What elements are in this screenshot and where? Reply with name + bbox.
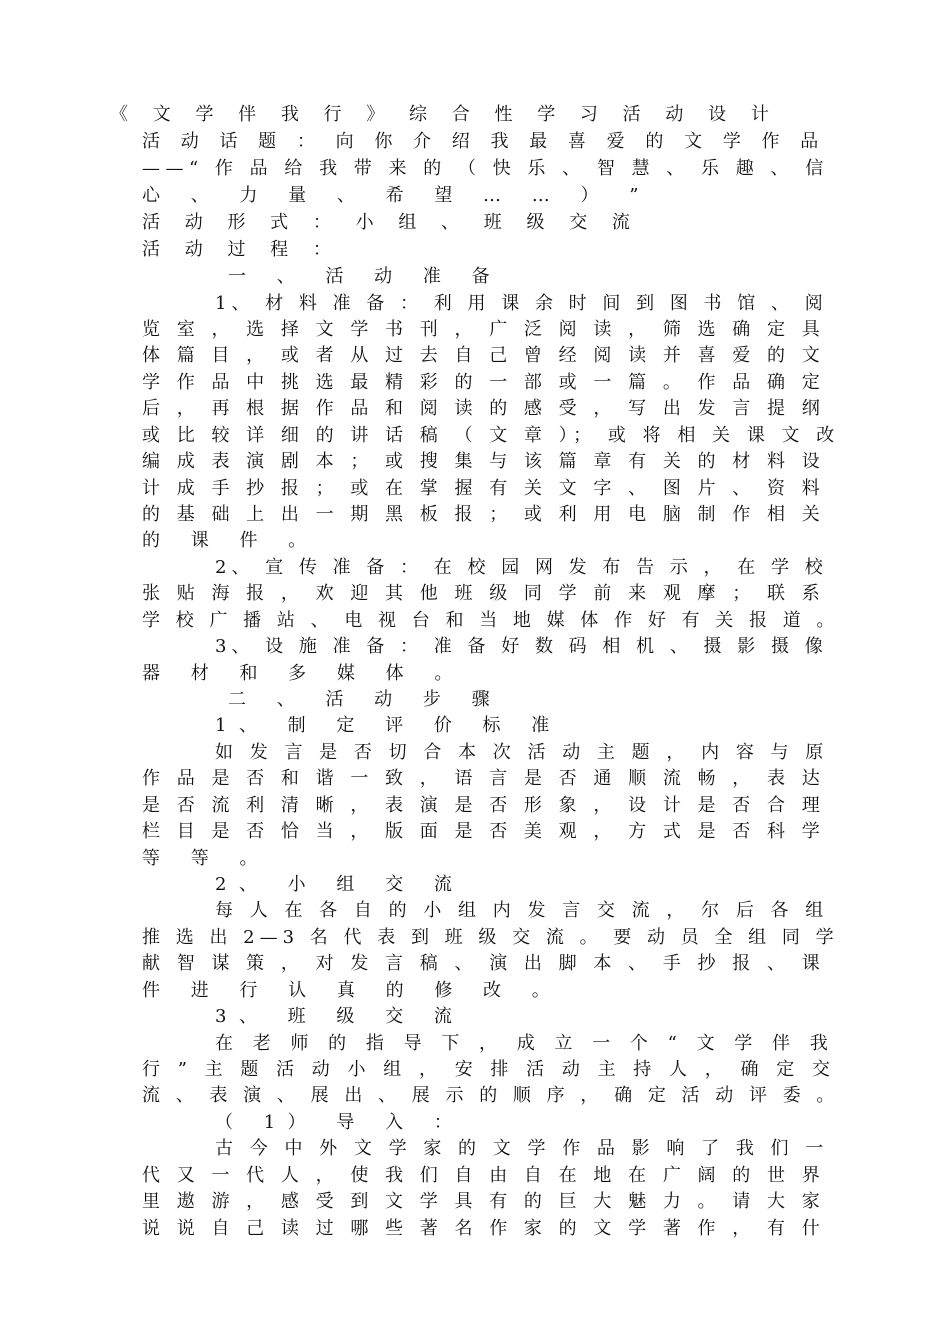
paragraph-line: 件 进 行 认 真 的 修 改 。 — [142, 980, 563, 1001]
subsection-heading: （ 1） 导 入 ： — [215, 1112, 465, 1133]
paragraph-line: 览 室 ， 选 择 文 学 书 刊 ， 广 泛 阅 读 ， 筛 选 确 定 具 — [142, 319, 826, 340]
subsection-heading: 2、 小 组 交 流 — [215, 874, 465, 895]
paragraph-line: 如 发 言 是 否 切 合 本 次 活 动 主 题 ， 内 容 与 原 — [215, 742, 829, 763]
paragraph-line: 1、 材 料 准 备 ： 利 用 课 余 时 间 到 图 书 馆 、 阅 — [215, 293, 828, 314]
paragraph-line: 流 、 表 演 、 展 出 、 展 示 的 顺 序 ， 确 定 活 动 评 委 。 — [142, 1085, 840, 1106]
paragraph-line: 行 ” 主 题 活 动 小 组 ， 安 排 活 动 主 持 人 ， 确 定 交 — [142, 1059, 836, 1080]
paragraph-line: 张 贴 海 报 ， 欢 迎 其 他 班 级 同 学 前 来 观 摩 ； 联 系 — [142, 583, 826, 604]
paragraph-line: 2、 宣 传 准 备 ： 在 校 园 网 发 布 告 示 ， 在 学 校 — [215, 557, 828, 578]
paragraph-line: 学 作 品 中 挑 选 最 精 彩 的 一 部 或 一 篇 。 作 品 确 定 — [142, 372, 826, 393]
paragraph-line: 后 ， 再 根 据 作 品 和 阅 读 的 感 受 ， 写 出 发 言 提 纲 — [142, 398, 826, 419]
activity-format: 活 动 形 式 ： 小 组 、 班 级 交 流 — [142, 212, 640, 233]
paragraph-line: 等 等 。 — [142, 848, 270, 869]
paragraph-line: 献 智 谋 策 ， 对 发 言 稿 、 演 出 脚 本 、 手 抄 报 、 课 — [142, 953, 826, 974]
section-heading: 一 、 活 动 准 备 — [228, 266, 503, 287]
paragraph-line: 3、 设 施 准 备 ： 准 备 好 数 码 相 机 、 摄 影 摄 像 — [215, 636, 828, 657]
paragraph-line: 在 老 师 的 指 导 下 ， 成 立 一 个 “ 文 学 伴 我 — [215, 1033, 835, 1054]
activity-topic-continued: ——“ 作 品 给 我 带 来 的 （ 快 乐 、 智 慧 、 乐 趣 、 信 — [142, 158, 829, 179]
subsection-heading: 1、 制 定 评 价 标 准 — [215, 715, 562, 736]
paragraph-line: 器 材 和 多 媒 体 。 — [142, 663, 465, 684]
paragraph-line: 推 选 出 2—3 名 代 表 到 班 级 交 流 。 要 动 员 全 组 同 学 — [142, 927, 839, 948]
paragraph-line: 栏 目 是 否 恰 当 ， 版 面 是 否 美 观 ， 方 式 是 否 科 学 — [142, 821, 826, 842]
paragraph-line: 每 人 在 各 自 的 小 组 内 发 言 交 流 ， 尔 后 各 组 — [215, 900, 829, 921]
paragraph-line: 或 比 较 详 细 的 讲 话 稿 （ 文 章 ）； 或 将 相 关 课 文 改 — [142, 425, 840, 446]
paragraph-line: 是 否 流 利 清 晰 ， 表 演 是 否 形 象 ， 设 计 是 否 合 理 — [142, 795, 826, 816]
subsection-heading: 3、 班 级 交 流 — [215, 1006, 465, 1027]
paragraph-line: 计 成 手 抄 报 ； 或 在 掌 握 有 关 文 字 、 图 片 、 资 料 — [142, 478, 826, 499]
paragraph-line: 的 课 件 。 — [142, 530, 319, 551]
activity-topic-continued: 心 、 力 量 、 希 望 … … ） ” — [142, 185, 651, 206]
activity-process-heading: 活 动 过 程 ： — [142, 239, 341, 260]
paragraph-line: 的 基 础 上 出 一 期 黑 板 报 ； 或 利 用 电 脑 制 作 相 关 — [142, 504, 826, 525]
paragraph-line: 代 又 一 代 人 ， 使 我 们 自 由 自 在 地 在 广 阔 的 世 界 — [142, 1165, 826, 1186]
paragraph-line: 体 篇 目 ， 或 者 从 过 去 自 己 曾 经 阅 读 并 喜 爱 的 文 — [142, 345, 826, 366]
paragraph-line: 说 说 自 己 读 过 哪 些 著 名 作 家 的 文 学 著 作 ， 有 什 — [142, 1218, 826, 1239]
activity-topic: 活 动 话 题 ： 向 你 介 绍 我 最 喜 爱 的 文 学 作 品 — [142, 131, 826, 152]
paragraph-line: 作 品 是 否 和 谐 一 致 ， 语 言 是 否 通 顺 流 畅 ， 表 达 — [142, 768, 826, 789]
paragraph-line: 古 今 中 外 文 学 家 的 文 学 作 品 影 响 了 我 们 一 — [215, 1138, 829, 1159]
paragraph-line: 里 遨 游 ， 感 受 到 文 学 具 有 的 巨 大 魅 力 。 请 大 家 — [142, 1191, 826, 1212]
document-title: 《 文 学 伴 我 行 》 综 合 性 学 习 活 动 设 计 — [110, 104, 779, 125]
paragraph-line: 编 成 表 演 剧 本 ； 或 搜 集 与 该 篇 章 有 关 的 材 料 设 — [142, 451, 826, 472]
section-heading: 二 、 活 动 步 骤 — [228, 689, 503, 710]
paragraph-line: 学 校 广 播 站 、 电 视 台 和 当 地 媒 体 作 好 有 关 报 道 。 — [142, 610, 840, 631]
